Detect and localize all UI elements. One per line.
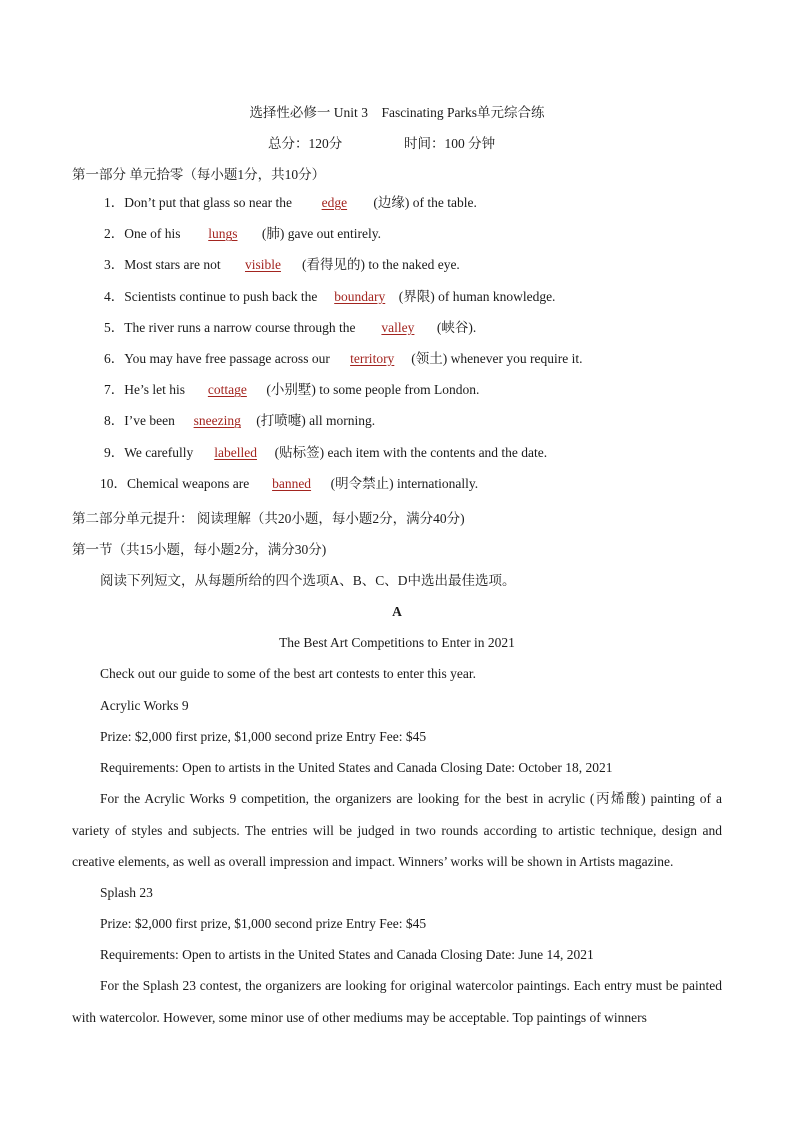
item-number: 4． bbox=[104, 288, 125, 304]
contest1-description: For the Acrylic Works 9 competition, the organizers are looking for the best in acrylic (丙烯酸) painting of a variety of styles and subjects. The entries will be judged in two rounds according to artistic technique, design and creative elements, as well as overall impression and impact. Winners’ works will be shown in Artists magazine. bbox=[72, 791, 722, 869]
item-text-before: We carefully bbox=[124, 444, 197, 460]
item-number: 1． bbox=[104, 195, 125, 210]
time-limit: 时间：100 分钟 bbox=[404, 136, 496, 151]
reading-instruction: 阅读下列短文，从每题所给的四个选项A、B、C、D中选出最佳选项。 bbox=[100, 573, 516, 588]
item-number: 7． bbox=[104, 382, 125, 398]
total-score: 总分：120分 bbox=[268, 136, 343, 151]
item-text-after: (打喷嚏) all morning. bbox=[256, 413, 376, 429]
contest1-name: Acrylic Works 9 bbox=[100, 698, 189, 713]
item-text-before: The river runs a narrow course through the bbox=[124, 319, 359, 335]
item-text-after: (边缘) of the table. bbox=[373, 195, 477, 210]
passage-letter: A bbox=[392, 604, 402, 619]
vocab-item bbox=[104, 288, 555, 306]
answer-blank: labelled bbox=[214, 444, 257, 460]
contest1-requirements: Requirements: Open to artists in the United States and Canada Closing Date: October 18, 2021 bbox=[100, 760, 613, 775]
item-text-after: (肺) gave out entirely. bbox=[261, 226, 381, 242]
contest2-description: For the Splash 23 contest, the organizers are looking for original watercolor paintings. Each entry must be painted with watercolor. However, some minor use of other mediums may be acceptable. Top paintings of winners bbox=[72, 978, 722, 1025]
item-text-before: Chemical weapons are bbox=[127, 475, 253, 491]
item-text-after: (峡谷). bbox=[436, 319, 477, 335]
passage-title: The Best Art Competitions to Enter in 2021 bbox=[279, 635, 515, 650]
document-title: 选择性必修一 Unit 3 Fascinating Parks单元综合练 bbox=[249, 105, 545, 120]
item-text-after: (贴标签) each item with the contents and the date. bbox=[274, 444, 548, 460]
item-text-before: One of his bbox=[124, 226, 184, 242]
answer-blank: edge bbox=[321, 195, 348, 210]
item-text-before: Scientists continue to push back the bbox=[124, 288, 321, 304]
item-text-after: (领土) whenever you require it. bbox=[411, 351, 583, 366]
contest2-name: Splash 23 bbox=[100, 885, 153, 900]
vocab-item bbox=[104, 412, 375, 430]
item-number: 8． bbox=[104, 413, 125, 429]
vocab-item bbox=[100, 475, 478, 493]
section1-heading: 第一节（共15小题，每小题2分，满分30分) bbox=[72, 542, 327, 557]
part2-heading: 第二部分单元提升： 阅读理解（共20小题，每小题2分，满分40分) bbox=[72, 511, 465, 526]
vocab-item bbox=[104, 444, 547, 462]
item-text-after: (明令禁止) internationally. bbox=[330, 475, 479, 491]
answer-blank: visible bbox=[244, 257, 281, 273]
contest2-prize: Prize: $2,000 first prize, $1,000 second prize Entry Fee: $45 bbox=[100, 916, 427, 931]
item-number: 9． bbox=[104, 444, 125, 460]
item-number: 10． bbox=[100, 475, 127, 491]
answer-blank: boundary bbox=[334, 288, 386, 304]
contest2-requirements: Requirements: Open to artists in the United States and Canada Closing Date: June 14, 2021 bbox=[100, 947, 594, 962]
vocab-item bbox=[104, 256, 460, 274]
item-text-before: He’s let his bbox=[124, 382, 189, 398]
item-number: 2． bbox=[104, 226, 125, 242]
item-text-after: (看得见的) to the naked eye. bbox=[301, 257, 460, 273]
item-number: 3． bbox=[104, 257, 125, 273]
answer-blank: cottage bbox=[207, 382, 247, 398]
vocab-item bbox=[104, 350, 583, 368]
vocab-item bbox=[104, 225, 381, 243]
vocab-item bbox=[104, 319, 476, 337]
item-text-before: Most stars are not bbox=[124, 257, 224, 273]
item-text-before: I’ve been bbox=[124, 413, 179, 429]
vocab-item bbox=[104, 381, 479, 399]
answer-blank: territory bbox=[350, 351, 395, 366]
answer-blank: valley bbox=[381, 319, 415, 335]
part1-heading: 第一部分 单元拾零（每小题1分，共10分） bbox=[72, 167, 326, 182]
item-number: 5． bbox=[104, 319, 125, 335]
item-text-before: Don’t put that glass so near the bbox=[124, 195, 296, 210]
item-text-after: (小别墅) to some people from London. bbox=[266, 382, 480, 398]
answer-blank: sneezing bbox=[193, 413, 241, 429]
passage-intro: Check out our guide to some of the best art contests to enter this year. bbox=[100, 666, 477, 681]
answer-blank: lungs bbox=[208, 226, 238, 242]
answer-blank: banned bbox=[272, 475, 312, 491]
item-text-after: (界限) of human knowledge. bbox=[398, 288, 556, 304]
contest1-prize: Prize: $2,000 first prize, $1,000 second prize Entry Fee: $45 bbox=[100, 729, 427, 744]
item-text-before: You may have free passage across our bbox=[124, 351, 334, 366]
item-number: 6． bbox=[104, 351, 125, 366]
vocab-item bbox=[104, 194, 477, 212]
